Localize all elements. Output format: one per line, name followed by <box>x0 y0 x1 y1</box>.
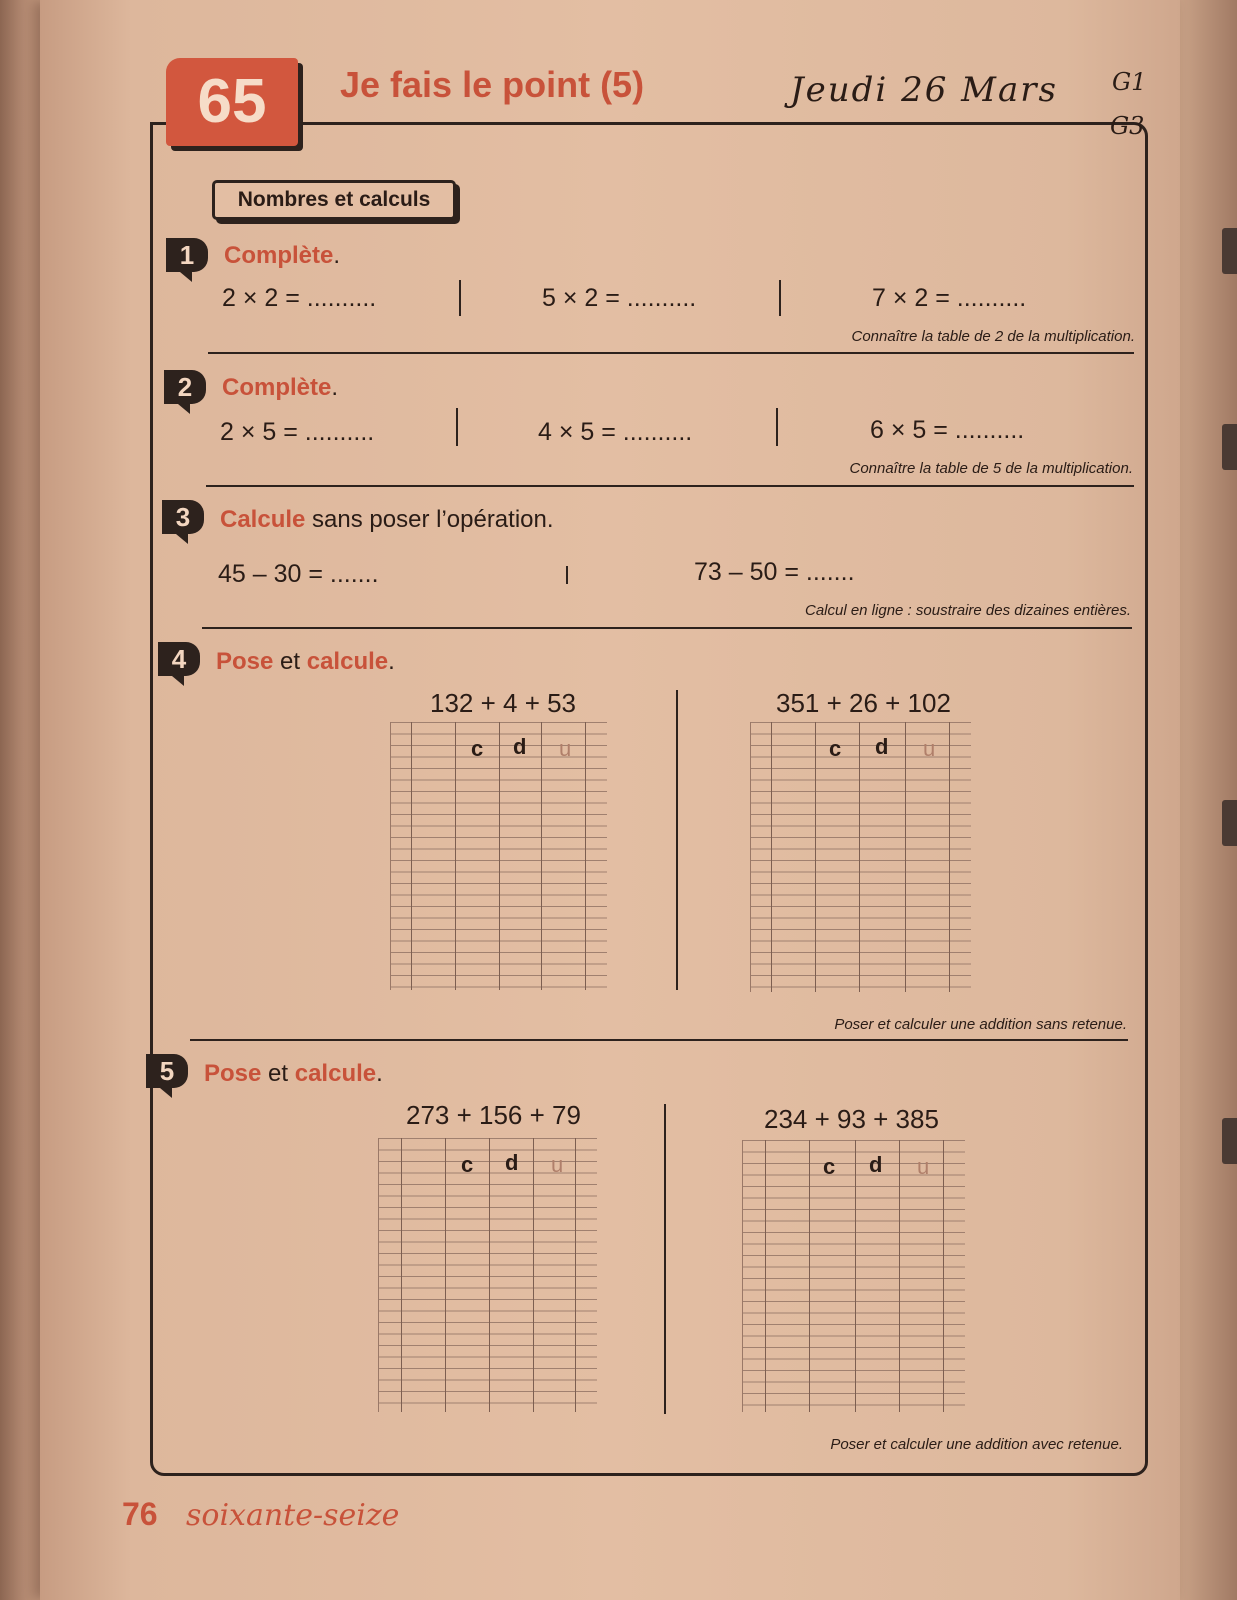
exercise-frame <box>150 122 1148 1476</box>
skill-label: Calcul en ligne : soustraire des dizaines entières. <box>804 602 1131 619</box>
grid-line <box>401 1138 402 1412</box>
column-header-c: c <box>471 736 484 761</box>
instruction-verb: Complète <box>222 374 332 401</box>
page-number-words: soixante-seize <box>186 1498 400 1533</box>
handwritten-group-2: G3 <box>1110 112 1145 140</box>
grid-line <box>411 722 412 990</box>
column-grid[interactable] <box>742 1140 965 1412</box>
page-tab <box>1222 800 1237 846</box>
expression[interactable]: 7 × 2 = .......... <box>872 284 1027 312</box>
grid-line <box>575 1138 576 1412</box>
column-header-c: c <box>823 1154 836 1179</box>
column-separator <box>664 1104 666 1414</box>
grid-line <box>489 1138 490 1412</box>
operation-title: 132 + 4 + 53 <box>430 688 577 718</box>
column-header-d: d <box>875 734 889 759</box>
column-grid[interactable] <box>390 722 607 990</box>
handwritten-group-1: G1 <box>1112 68 1147 96</box>
column-header-d: d <box>513 734 527 759</box>
skill-label: Connaître la table de 2 de la multiplication. <box>851 328 1135 345</box>
column-header-d: d <box>869 1152 883 1177</box>
instruction-text: et <box>273 648 307 675</box>
exercise-number: 2 <box>164 370 206 404</box>
column-header-c: c <box>829 736 842 761</box>
expression[interactable]: 5 × 2 = .......... <box>542 284 697 312</box>
grid-line <box>765 1140 766 1412</box>
column-header-u: u <box>917 1154 930 1179</box>
book-spine <box>0 0 40 1600</box>
grid-line <box>899 1140 900 1412</box>
section-divider <box>206 485 1134 487</box>
exercise-instruction <box>222 374 338 402</box>
instruction-text: et <box>261 1060 295 1087</box>
instruction-text: . <box>333 242 341 269</box>
column-separator <box>779 280 781 316</box>
grid-line <box>455 722 456 990</box>
grid-line <box>499 722 500 990</box>
operation-title: 273 + 156 + 79 <box>406 1100 581 1130</box>
grid-line <box>949 722 950 992</box>
page-tab <box>1222 228 1237 274</box>
column-separator <box>676 690 678 990</box>
exercise-instruction <box>224 242 340 270</box>
exercise-instruction <box>220 506 554 534</box>
operation-title: 234 + 93 + 385 <box>764 1104 939 1134</box>
exercise-number: 1 <box>166 238 208 272</box>
grid-line <box>815 722 816 992</box>
exercise-instruction <box>216 648 395 676</box>
column-separator <box>459 280 461 316</box>
grid-line <box>771 722 772 992</box>
section-label: Nombres et calculs <box>212 180 456 220</box>
instruction-verb: Complète <box>224 242 334 269</box>
instruction-verb: Pose <box>216 648 274 675</box>
grid-line <box>809 1140 810 1412</box>
skill-label: Connaître la table de 5 de la multiplication. <box>849 460 1133 477</box>
page-tab <box>1222 1118 1237 1164</box>
instruction-verb: Pose <box>204 1060 262 1087</box>
grid-line <box>905 722 906 992</box>
instruction-text: sans poser l’opération. <box>305 506 554 533</box>
instruction-verb-2: calcule <box>306 648 389 675</box>
exercise-number: 3 <box>162 500 204 534</box>
instruction-verb-2: calcule <box>294 1060 377 1087</box>
column-header-c: c <box>461 1152 474 1177</box>
grid-line <box>585 722 586 990</box>
exercise-instruction <box>204 1060 383 1088</box>
page-tab <box>1222 424 1237 470</box>
instruction-verb: Calcule <box>220 506 306 533</box>
grid-line <box>533 1138 534 1412</box>
grid-line <box>943 1140 944 1412</box>
expression[interactable]: 4 × 5 = .......... <box>538 418 693 446</box>
column-header-u: u <box>923 736 936 761</box>
expression[interactable]: 73 – 50 = ....... <box>694 558 855 586</box>
column-separator <box>776 408 778 446</box>
column-separator <box>456 408 458 446</box>
section-divider <box>202 627 1132 629</box>
column-separator <box>566 566 568 584</box>
expression[interactable]: 45 – 30 = ....... <box>218 560 379 588</box>
expression[interactable]: 2 × 5 = .......... <box>220 418 375 446</box>
expression[interactable]: 2 × 2 = .......... <box>222 284 377 312</box>
lesson-number-badge: 65 <box>166 58 298 146</box>
skill-label: Poser et calculer une addition avec retenue. <box>830 1436 1123 1453</box>
section-divider <box>208 352 1134 354</box>
exercise-number: 4 <box>158 642 200 676</box>
column-grid[interactable] <box>750 722 971 992</box>
skill-label: Poser et calculer une addition sans retenue. <box>834 1016 1127 1033</box>
instruction-text: . <box>376 1060 383 1087</box>
page-title: Je fais le point (5) <box>340 64 645 105</box>
exercise-number: 5 <box>146 1054 188 1088</box>
column-header-u: u <box>559 736 572 761</box>
grid-line <box>541 722 542 990</box>
column-header-d: d <box>505 1150 519 1175</box>
instruction-text: . <box>331 374 339 401</box>
column-header-u: u <box>551 1152 564 1177</box>
grid-line <box>859 722 860 992</box>
instruction-text: . <box>388 648 395 675</box>
grid-line <box>445 1138 446 1412</box>
expression[interactable]: 6 × 5 = .......... <box>870 416 1025 444</box>
operation-title: 351 + 26 + 102 <box>776 688 951 718</box>
handwritten-date: Jeudi 26 Mars <box>790 70 1058 110</box>
page-number: 76 <box>122 1496 158 1532</box>
section-divider <box>190 1039 1128 1041</box>
column-grid[interactable] <box>378 1138 597 1412</box>
grid-line <box>855 1140 856 1412</box>
